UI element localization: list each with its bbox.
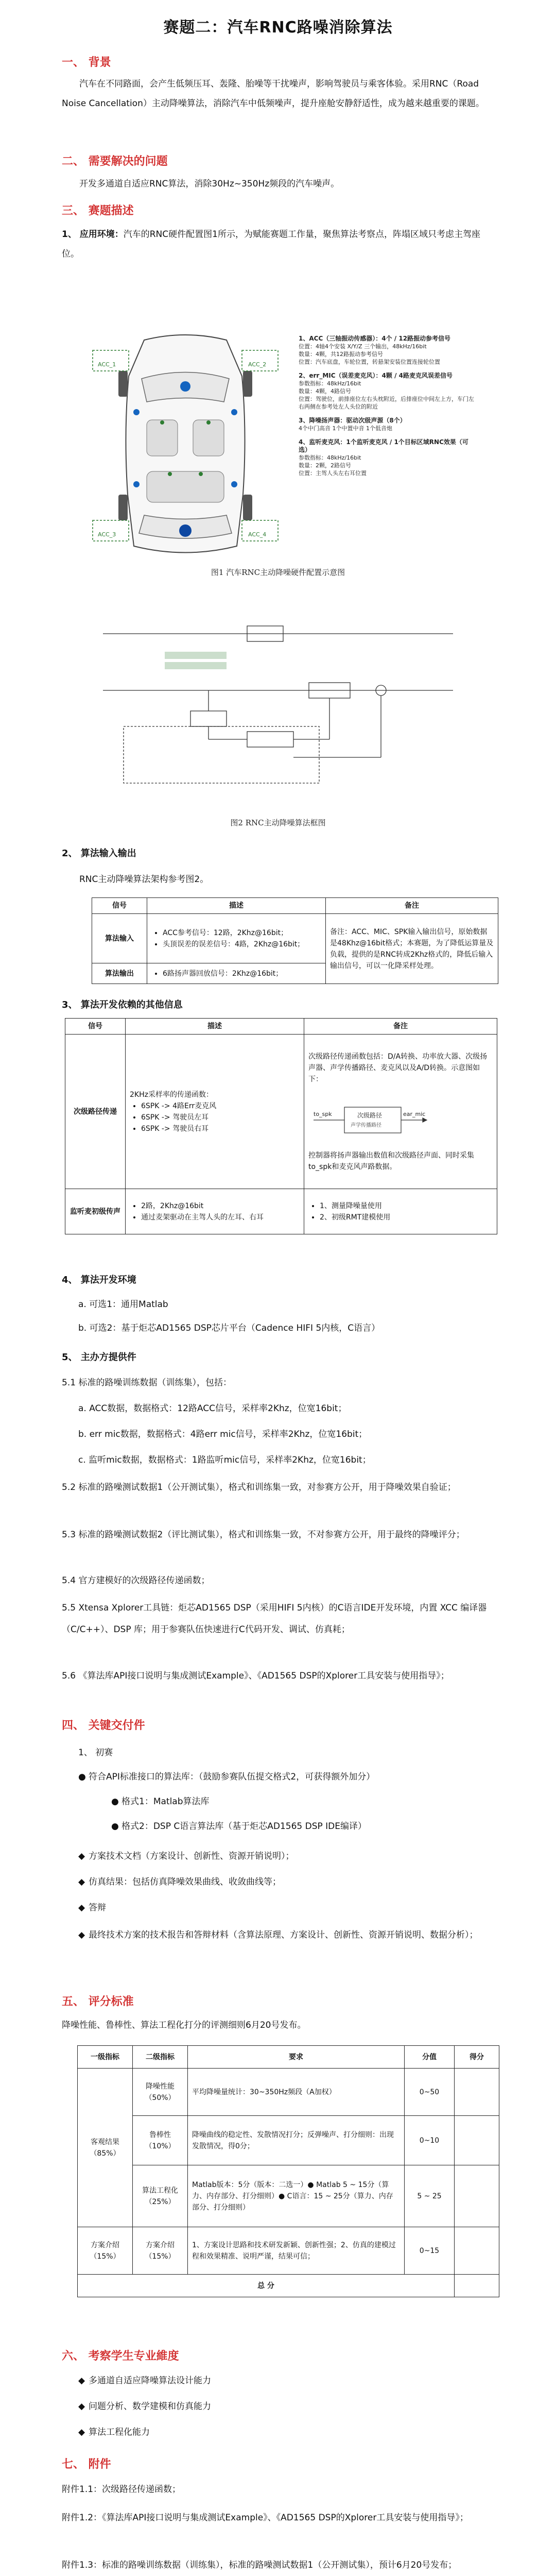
dep-table-header: 备注 <box>304 1019 497 1035</box>
section-heading-problem: 二、 需要解决的问题 <box>62 155 168 168</box>
io-table-header: 信号 <box>92 898 147 914</box>
score-value: 0~15 <box>405 2227 455 2275</box>
list-item: ● 格式2：DSP C语言算法库（基于炬芯AD1565 DSP IDE编译） <box>111 1821 367 1832</box>
figure1-caption: 图1 汽车RNC主动降噪硬件配置示意图 <box>211 568 345 577</box>
legend-acc <box>299 335 479 366</box>
list-item: ◆ 最终技术方案的技术报告和答辩材料（含算法原理、方案设计、创新性、资源开销说明、数据分析）； <box>78 1930 478 1940</box>
list-item: ◆ 多通道自适应降噪算法设计能力 <box>78 2376 211 2386</box>
score-req: 1、方案设计思路和技术研发新颖、创新性强；2、仿真的建模过程和效果精准、说明严谨，结果可信； <box>188 2227 405 2275</box>
score-req: Matlab版本：5分（版本：二选一）● Matlab 5 ~ 15分（算力、内存部分、打分细则）● C语言：15 ~ 25分（算力、内存部分、打分细则） <box>188 2165 405 2227</box>
item5-5: 5.5 Xtensa Xplorer工具链：炬芯AD1565 DSP（采用HIFI 5内核）的C语言IDE开发环境，内置 XCC 编译器（C/C++）、DSP 库；用于参赛队伍快速进行C代码开发、调试、仿真耗； <box>62 1603 487 1635</box>
deliverable-text: 方案技术文档（方案设计、创新性、资源开销说明）； <box>89 1851 294 1861</box>
item1-title: 1、 应用环境： <box>62 229 124 240</box>
list-item: ◆ 问题分析、数学建模和仿真能力 <box>78 2401 211 2412</box>
table-row <box>78 2275 499 2297</box>
item4-option-a: a. 可选1：通用Matlab <box>78 1299 168 1310</box>
dep-table-header: 描述 <box>126 1019 304 1035</box>
legend-acc-head: 1、ACC（三轴振动传感器）：4个 / 12路振动参考信号 <box>299 335 451 342</box>
score-header: 得分 <box>455 2046 499 2069</box>
table-row <box>78 2069 499 2116</box>
item5-line: a. ACC数据，数据格式：12路ACC信号，采样率2Khz，位宽16bit； <box>78 1403 347 1414</box>
problem-text: 开发多通道自适应RNC算法，消除30Hz~350Hz频段的汽车噪声。 <box>79 179 340 189</box>
attachment-item: 附件1.3：标准的路噪训练数据（训练集），标准的路噪测试数据1（公开测试集），预计6月20号发布； <box>62 2560 457 2570</box>
item5-line: b. err mic数据，数据格式：4路err mic信号，采样率2Khz，位宽16bit； <box>78 1429 368 1439</box>
table-row <box>78 2116 499 2165</box>
dep-table-signal: 次级路径传递 <box>65 1035 126 1189</box>
list-item: • 2路，2Khz@16bit <box>141 1200 300 1212</box>
legend-speaker-line: 4个中门高音 1个中置中音 1个低音炮 <box>299 425 392 432</box>
dep-desc-title: 2KHz采样率的传递函数： <box>130 1090 213 1099</box>
dep-table-signal: 监听麦初级传声 <box>65 1189 126 1234</box>
attachment-item: 附件1.1：次级路径传递函数； <box>62 2484 181 2495</box>
item5-line: 5.1 标准的路噪训练数据（训练集），包括： <box>62 1378 232 1388</box>
list-item: • 2、初级RMT建模使用 <box>320 1212 493 1223</box>
item5-4: 5.4 官方建模好的次级路径传递函数； <box>62 1575 210 1586</box>
item5-6: 5.6 《算法库API接口说明与集成测试Example》、《AD1565 DSP的Xplorer工具安装与使用指导》； <box>62 1671 449 1681</box>
list-item: ◆ 算法工程化能力 <box>78 2427 150 2437</box>
section-heading-scoring: 五、 评分标准 <box>62 1995 134 2008</box>
rnc-block-diagram <box>62 603 494 809</box>
dep-table-header: 信号 <box>65 1019 126 1035</box>
section-heading-attachments: 七、 附件 <box>62 2458 111 2471</box>
scoring-table <box>77 2045 499 2297</box>
legend-err-head: 2、err_MIC（误差麦克风）：4颗 / 4路麦克风误差信号 <box>299 372 453 379</box>
score-l1: 客观结果（85%） <box>78 2069 133 2227</box>
legend-err-line: 参数指标：48kHz/16bit <box>299 380 361 387</box>
legend-speaker <box>299 417 479 432</box>
section-heading-abilities: 六、 考察学生专业維度 <box>62 2350 179 2363</box>
table-row <box>78 2227 499 2275</box>
diagram-out-label: ear_mic <box>403 1110 426 1117</box>
score-cell <box>455 2116 499 2165</box>
score-value: 0~10 <box>405 2116 455 2165</box>
ability-text: 多通道自适应降噪算法设计能力 <box>89 2376 211 2386</box>
list-item: ● 格式1：Matlab算法库 <box>111 1797 210 1807</box>
item5-line: c. 监听mic数据，数据格式：1路监听mic信号，采样率2Khz，位宽16bit； <box>78 1455 371 1465</box>
legend-monitor-head: 4、监听麦克风：1个监听麦克风 / 1个目标区域RNC效果（可选） <box>299 438 468 453</box>
score-header: 二级指标 <box>133 2046 188 2069</box>
acc3-label: ACC_3 <box>98 531 116 538</box>
deliverable-text: 仿真结果：包括仿真降噪效果曲线、收敛曲线等； <box>89 1877 281 1887</box>
list-item: ● 符合API标准接口的算法库：（鼓励参赛队伍提交格式2，可获得额外加分） <box>78 1772 375 1782</box>
item4-title: 4、 算法开发环境 <box>62 1275 136 1285</box>
legend-err-line: 数量：4颗，4路信号 <box>299 388 351 395</box>
dep-table-note <box>304 1189 497 1234</box>
legend-monitor-line: 位置：主驾人头左右耳位置 <box>299 470 367 477</box>
io-table <box>92 897 498 984</box>
legend-speaker-head: 3、降噪扬声器：驱动次级声源（8个） <box>299 417 406 424</box>
figure-car-hardware <box>82 330 479 562</box>
list-item: • 通过麦架驱动在主驾人头的左耳、右耳 <box>141 1212 300 1223</box>
figure1-legend <box>299 335 479 477</box>
score-l2: 降噪性能（50%） <box>133 2069 188 2116</box>
diagram-box-label: 次级路径 <box>357 1111 383 1119</box>
list-item: ◆ 方案技术文档（方案设计、创新性、资源开销说明）； <box>78 1851 294 1861</box>
deliverable-text: 格式2：DSP C语言算法库（基于炬芯AD1565 DSP IDE编译） <box>121 1821 367 1832</box>
scoring-intro: 降噪性能、鲁棒性、算法工程化打分的评测细则6月20号发布。 <box>62 2020 306 2030</box>
list-item: • 6路扬声器回放信号：2Khz@16bit； <box>163 968 321 979</box>
score-cell <box>455 2069 499 2116</box>
legend-acc-line: 位置：4轴4个安装 X/Y/Z 三个输出，48kHz/16bit <box>299 343 427 350</box>
score-header: 要求 <box>188 2046 405 2069</box>
score-header: 一级指标 <box>78 2046 133 2069</box>
score-header: 分值 <box>405 2046 455 2069</box>
io-table-signal: 算法输入 <box>92 914 147 963</box>
dep-note-text: 次级路径传递函数包括：D/A转换、功率放大器、次级扬声器、声学传播路径、麦克风以及A/D转换。示意图如下： <box>308 1052 488 1083</box>
section-heading-background: 一、 背景 <box>62 56 111 69</box>
table-row <box>78 2165 499 2227</box>
io-table-note: 备注：ACC、MIC、SPK输入输出信号，原始数据是48Khz@16bit格式；本赛题，为了降低运算量及负载，提供的是RNC转成2Khz格式的，降低后输入输出信号，可以一化降采样处理。 <box>326 914 498 984</box>
figure-block-diagram <box>62 603 494 809</box>
dependency-table <box>65 1018 497 1234</box>
ability-text: 算法工程化能力 <box>89 2427 150 2437</box>
item2-text: RNC主动降噪算法架构参考图2。 <box>79 874 209 885</box>
dep-table-desc <box>126 1189 304 1234</box>
acc4-label: ACC_4 <box>248 531 267 538</box>
io-table-header: 描述 <box>147 898 326 914</box>
legend-acc-line: 位置：汽车底盘，车轮位置，转悬架安装位置连接轮位置 <box>299 359 440 365</box>
score-total-label: 总 分 <box>78 2275 455 2297</box>
list-item: • 6SPK -> 驾驶员左耳 <box>141 1112 300 1123</box>
score-cell <box>455 2227 499 2275</box>
io-table-signal: 算法输出 <box>92 963 147 984</box>
score-l2: 算法工程化（25%） <box>133 2165 188 2227</box>
score-cell <box>455 2275 499 2297</box>
legend-monitor-line: 数量：2颗，2路信号 <box>299 462 351 469</box>
item1-text: 汽车的RNC硬件配置图1所示，为赋能赛题工作量，聚焦算法考察点，阵塌区域只考虑主驾座位。 <box>62 229 480 259</box>
score-l2: 方案介绍（15%） <box>133 2227 188 2275</box>
score-req: 平均降噪量统计：30~350Hz频段（A加权） <box>188 2069 405 2116</box>
score-cell <box>455 2165 499 2227</box>
legend-monitor-mic <box>299 438 479 477</box>
diagram-sub-label: 声学传播路径 <box>351 1122 381 1128</box>
figure2-caption: 图2 RNC主动降噪算法框图 <box>230 818 326 827</box>
io-table-desc <box>147 914 326 963</box>
table-row <box>65 1189 497 1234</box>
list-item: • 头顶误差的误差信号：4路，2Khz@16bit； <box>163 939 321 950</box>
item5-2: 5.2 标准的路噪测试数据1（公开测试集），格式和训练集一致，对参赛方公开，用于降噪效果自验证； <box>62 1482 456 1493</box>
background-text: 汽车在不同路面，会产生低频压耳、轰隆、胎噪等干扰噪声，影响驾驶员与乘客体验。采用RNC（Road Noise Cancellation）主动降噪算法，消除汽车中低频噪声，提升座舱安静舒适性，成为越来越重要的课题。 <box>62 79 484 109</box>
list-item: • 1、测量降噪量使用 <box>320 1200 493 1212</box>
score-value: 0~50 <box>405 2069 455 2116</box>
item5-title: 5、 主办方提供件 <box>62 1352 136 1363</box>
section-heading-deliverables: 四、 关键交付件 <box>62 1719 145 1732</box>
ability-text: 问题分析、数学建模和仿真能力 <box>89 2401 211 2412</box>
score-l1: 方案介绍（15%） <box>78 2227 133 2275</box>
io-table-desc <box>147 963 326 984</box>
table-row <box>65 1035 497 1189</box>
deliverable-text: 最终技术方案的技术报告和答辩材料（含算法原理、方案设计、创新性、资源开销说明、数据分析）； <box>89 1930 478 1940</box>
io-table-header: 备注 <box>326 898 498 914</box>
legend-err-line: 位置：驾驶位，前排座位左右头枕附近，后排座位中间左上方，车门左右两侧在参考处左人头位的附近 <box>299 396 474 410</box>
item3-title: 3、 算法开发依赖的其他信息 <box>62 999 183 1010</box>
dep-note-text: 控制器将扬声器输出数值和次级路径声面、同时采集to_spk和麦克风声路数据。 <box>308 1151 474 1171</box>
score-l2: 鲁棒性（10%） <box>133 2116 188 2165</box>
deliverable-round: 1、 初赛 <box>78 1748 113 1758</box>
list-item: ◆ 仿真结果：包括仿真降噪效果曲线、收敛曲线等； <box>78 1877 281 1887</box>
dep-table-desc <box>126 1035 304 1189</box>
acc1-label: ACC_1 <box>98 361 116 368</box>
diagram-in-label: to_spk <box>314 1110 332 1117</box>
table-row <box>92 914 498 963</box>
secondary-path-diagram <box>308 1089 432 1146</box>
deliverable-text: 格式1：Matlab算法库 <box>121 1797 210 1807</box>
deliverable-text: 答辩 <box>89 1903 106 1913</box>
item4-option-b: b. 可选2：基于炬芯AD1565 DSP芯片平台（Cadence HIFI 5内核，C语言） <box>78 1323 380 1333</box>
legend-acc-line: 数量：4颗，共12路振动参考信号 <box>299 351 383 358</box>
page-title: 赛题二：汽车RNC路噪消除算法 <box>163 19 393 37</box>
legend-monitor-line: 参数指标：48kHz/16bit <box>299 454 361 461</box>
item1-paragraph <box>62 225 494 264</box>
item2-title: 2、 算法输入输出 <box>62 848 136 859</box>
score-req: 降噪曲线的稳定性、发散情况打分；反弹噪声、打分细则：出现发散情况，得0分； <box>188 2116 405 2165</box>
list-item: • 6SPK -> 驾驶员右耳 <box>141 1123 300 1134</box>
list-item: • 6SPK -> 4路Err麦克风 <box>141 1100 300 1112</box>
legend-err-mic <box>299 372 479 411</box>
section-heading-description: 三、 赛题描述 <box>62 205 134 217</box>
dep-table-note <box>304 1035 497 1189</box>
list-item: • ACC参考信号：12路，2Khz@16bit； <box>163 927 321 939</box>
deliverable-text: 符合API标准接口的算法库：（鼓励参赛队伍提交格式2，可获得额外加分） <box>89 1772 375 1782</box>
item5-3: 5.3 标准的路噪测试数据2（评比测试集），格式和训练集一致，不对参赛方公开，用于最终的降噪评分； <box>62 1530 465 1540</box>
acc2-label: ACC_2 <box>248 361 267 368</box>
list-item: ◆ 答辩 <box>78 1903 106 1913</box>
attachment-item: 附件1.2：《算法库API接口说明与集成测试Example》、《AD1565 DSP的Xplorer工具安装与使用指导》； <box>62 2513 468 2523</box>
score-value: 5 ~ 25 <box>405 2165 455 2227</box>
